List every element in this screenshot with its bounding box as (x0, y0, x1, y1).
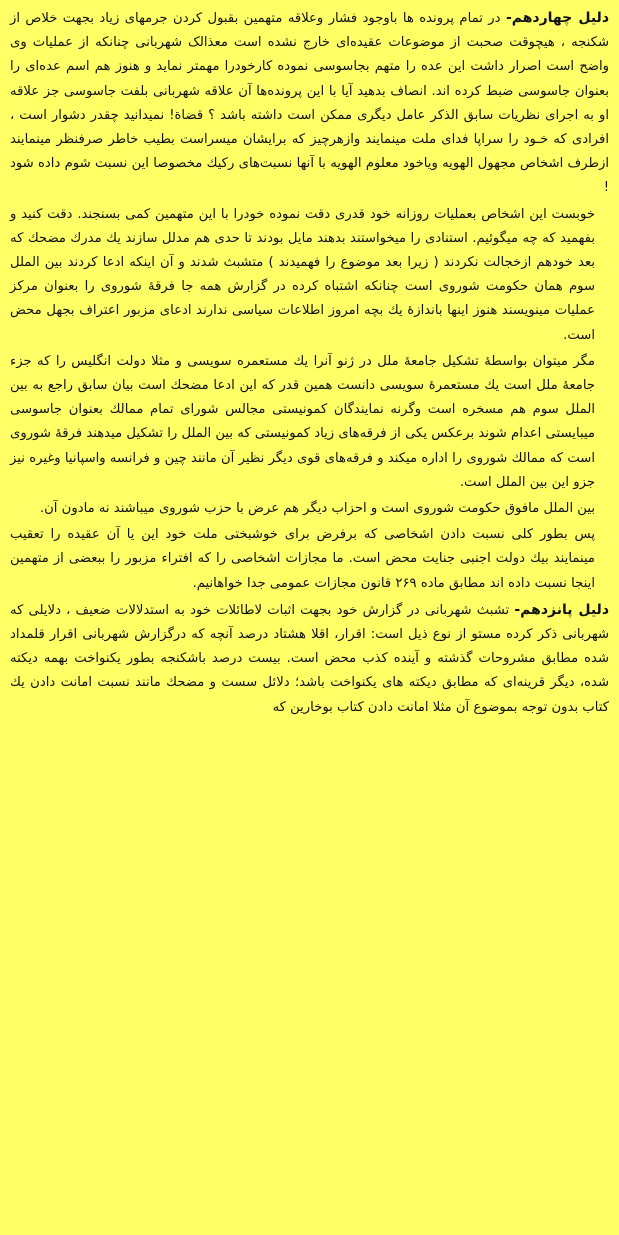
paragraph-text: تشبث شهربانی در گزارش خود بجهت اثبات لاطائلات خود به استدلالات ضعیف ، دلایلی که شهربانی ذکر کرده مستو از نوع ذیل است: اقرار، اقلا هشتاد درصد آنچه که درگزارش شهربانی اقرار قلمداد شده مطابق مشروحات گذشته و آینده کذب محض است. بیست درصد باشکنجه بطور یکنواخت بهمه دیکته شده، دیگر قرینه‌ای که مطابق دیکته های یکنواخت باشد؛ دلائل سست و مضحك مانند نسبت امانت دادن یك کتاب بدون توجه بموضوع آن مثلا امانت دادن کتاب بوخارین که (10, 602, 609, 715)
paragraph-international-status (10, 497, 609, 521)
paragraph-conclusion (10, 523, 609, 596)
paragraph-reason-fifteen (10, 598, 609, 720)
paragraph-reason-fourteen (10, 6, 609, 201)
paragraph-text: پس بطور کلی نسبت دادن اشخاصی که برفرض برای خوشبختی ملت خود این یا آن عقیده را تعقیب مینمایند بیك دولت اجنبی جنایت محض است. ما مجازات اشخاصی را که افتراء مزبور را ببعضی از متهمین اینجا نسبت داده اند مطابق ماده ۲۶۹ قانون مجازات عمومی جدا خواهانیم. (10, 527, 595, 591)
paragraph-comparison (10, 203, 609, 348)
paragraph-text: خوبست این اشخاص بعملیات روزانه خود قدری دقت نموده خودرا با این متهمین کمی بسنجند. دقت کنید و بفهمید که چه میگوئیم. استنادی را میخواستند بدهند مایل بودند تا حدی هم مدلل سازند یك مدرك مضحك که بعد خودهم ازخجالت نکردند ( زیرا بعد موضوع را فهمیدند ) متشبث شدند و آن اینکه ادعا کردند بین الملل سوم همان حکومت شوروی است چنانکه اشتباه کرده در گزارش همه جا فرقهٔ شوروی را بعنوان مرکز عملیات مینویسند هنوز اینها باندازهٔ یك بچه امروز اطلاعات سیاسی ندارند ادعای مزبور اعتراف بجهل محض است. (10, 206, 595, 343)
heading-reason-fifteen: دلیل پانزدهم- (514, 601, 609, 618)
paragraph-geneva-analogy (10, 350, 609, 495)
paragraph-text: بین الملل مافوق حکومت شوروی است و احزاب دیگر هم عرض با حزب شوروی میباشند نه مادون آن. (39, 501, 595, 517)
heading-reason-fourteen: دلیل چهاردهم- (505, 10, 609, 26)
paragraph-text: مگر میتوان بواسطهٔ تشکیل جامعهٔ ملل در ژنو آنرا یك مستعمره سویسی و مثلا دولت انگلیس را که جزء جامعهٔ ملل است یك مستعمرهٔ سویسی دانست همین قدر که این ادعا مضحك است بیان سابق راجع به بین الملل سوم هم مسخره است وگرنه نمایندگان کمونیستی مجالس شورای تمام ممالك بعنوان جاسوسی میبایستی اعدام شوند برعکس یکی از فرقه‌های زیاد کمونیستی که بین الملل را تشکیل میدهند فرقهٔ شوروی است که ممالك شوروی را اداره میکند و فرقه‌های قوی دیگر نظیر آن مانند چین و فرانسه واسپانیا وغیره نیز جزو این بین الملل است. (10, 353, 595, 490)
paragraph-text: در تمام پرونده ها باوجود فشار وعلاقه متهمین بقبول کردن جرمهای زیاد بجهت خلاص از شکنجه ، هیچوقت صحبت از موضوعات عقیده‌ای خارج نشده است معذالک شهربانی چنانکه از عملیات وی واضح است اصرار داشت این عده را متهم بجاسوسی نموده کارخودرا مهمتر نماید و هنوز هم اسم عده‌ای را بعنوان جاسوسی ضبط کرده اند. انصاف بدهید آیا با این پرونده‌ها آن علاقه شهربانی بلفت جاسوسی جز علاقه او به اجرای نظریات سابق الذکر عامل دیگری ممکن است داشته باشد ؟ قضاة! نمیدانید چقدر دشوار است ، افرادی که خـود را سراپا فدای ملت مینمایند وازهرچیز که برایشان میسراست بطیب خاطر صرفنظر مینمایند ازطرف اشخاص مجهول الهویه ویاخود معلوم الهویه با آنها نسبت‌های رکیك مخصوصا این نسبت شوم داده شود ! (10, 11, 609, 196)
